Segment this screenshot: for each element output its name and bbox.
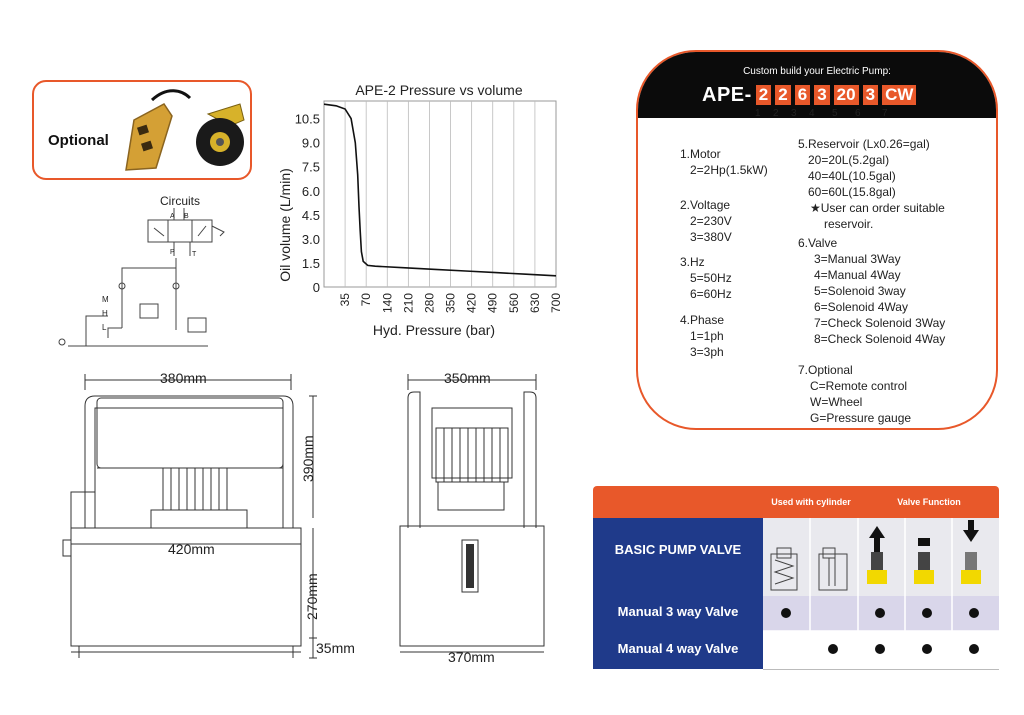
mark-row1-col5	[969, 608, 979, 618]
dim-side-width-top: 350mm	[444, 370, 491, 386]
phase-section	[680, 312, 724, 360]
circuit-label-m: M	[102, 295, 109, 304]
model-prefix: APE-	[702, 83, 752, 106]
optional-accessories-box	[32, 80, 252, 180]
mark-row1-col3	[875, 608, 885, 618]
chart-x-tick-label: 630	[527, 293, 542, 314]
index-5: 5	[832, 108, 838, 119]
model-code-5: 20	[834, 85, 859, 105]
optional-option: G=Pressure gauge	[810, 411, 912, 425]
panel-header	[638, 52, 998, 118]
pressure-volume-chart	[270, 75, 570, 345]
model-code-4: 3	[814, 85, 829, 105]
chart-ylabel: Oil volume (L/min)	[277, 168, 293, 282]
chart-x-tick-label: 35	[338, 293, 353, 307]
chart-title: APE-2 Pressure vs volume	[355, 82, 523, 98]
phase-title: 4.Phase	[680, 313, 725, 327]
chart-y-tick-label: 1.5	[301, 255, 320, 271]
chart-y-tick-label: 10.5	[294, 111, 320, 127]
row-label-manual-3way: Manual 3 way Valve	[617, 604, 739, 619]
row-label-manual-4way: Manual 4 way Valve	[617, 641, 739, 656]
phase-option: 1=1ph	[690, 329, 724, 343]
hz-title: 3.Hz	[680, 255, 705, 269]
table-title: BASIC PUMP VALVE	[614, 542, 742, 557]
motor-option: 2=2Hp(1.5kW)	[690, 163, 768, 177]
circuit-label-a: A	[170, 213, 175, 220]
chart-x-tick-label: 280	[422, 293, 437, 314]
model-code-6: 3	[863, 85, 878, 105]
chart-x-tick-label: 350	[443, 293, 458, 314]
reservoir-option: 40=40L(10.5gal)	[808, 169, 896, 183]
custom-build-panel	[636, 50, 998, 430]
hz-option: 6=60Hz	[690, 287, 732, 301]
chart-x-tick-label: 70	[359, 293, 374, 307]
hydraulic-circuit-diagram	[48, 208, 238, 358]
dim-front-feet: 35mm	[316, 640, 355, 656]
index-3: 3	[791, 108, 797, 119]
dim-front-height-base: 270mm	[304, 573, 320, 620]
valve-option: 7=Check Solenoid 3Way	[814, 316, 946, 330]
dim-front-width: 380mm	[160, 370, 207, 386]
voltage-section	[680, 197, 732, 245]
circuit-label-l: L	[102, 323, 107, 332]
dim-front-height-top: 390mm	[300, 435, 316, 482]
model-code-1: 2	[756, 85, 771, 105]
voltage-title: 2.Voltage	[680, 198, 731, 212]
reservoir-title: 5.Reservoir (Lx0.26=gal)	[798, 137, 930, 151]
side-view-drawing	[392, 368, 552, 663]
accessories-image	[112, 86, 248, 176]
chart-y-tick-label: 7.5	[301, 159, 320, 175]
chart-xlabel: Hyd. Pressure (bar)	[372, 322, 496, 338]
optional-title: 7.Optional	[798, 363, 853, 377]
valve-option: 8=Check Solenoid 4Way	[814, 332, 946, 346]
index-7: 7	[882, 108, 888, 119]
chart-x-tick-label: 700	[549, 293, 563, 314]
reservoir-section	[798, 136, 945, 232]
valve-option: 3=Manual 3Way	[814, 252, 901, 266]
chart-y-tick-label: 0	[312, 280, 320, 295]
model-code-3: 6	[795, 85, 810, 105]
hz-option: 5=50Hz	[690, 271, 732, 285]
reservoir-note: reservoir.	[824, 217, 874, 231]
mark-row2-col2	[828, 644, 838, 654]
valve-option: 6=Solenoid 4Way	[814, 300, 908, 314]
index-6: 6	[855, 108, 861, 119]
model-code-2: 2	[775, 85, 790, 105]
header-valve-function: Valve Function	[897, 497, 961, 507]
circuit-label-b: B	[184, 213, 189, 220]
motor-section	[680, 146, 768, 178]
reservoir-note: ★User can order suitable	[810, 201, 945, 215]
front-view-drawing	[55, 368, 345, 663]
reservoir-option: 60=60L(15.8gal)	[808, 185, 896, 199]
chart-y-tick-label: 3.0	[301, 231, 320, 247]
motor-title: 1.Motor	[680, 147, 721, 161]
reservoir-option: 20=20L(5.2gal)	[808, 153, 890, 167]
chart-series-line	[324, 104, 556, 276]
chart-y-tick-label: 4.5	[301, 207, 320, 223]
mark-row1-col1	[781, 608, 791, 618]
voltage-option: 2=230V	[690, 214, 732, 228]
chart-x-tick-label: 420	[464, 293, 479, 314]
chart-x-tick-label: 490	[485, 293, 500, 314]
header-used-with-cylinder: Used with cylinder	[771, 497, 851, 507]
voltage-option: 3=380V	[690, 230, 732, 244]
valve-option: 5=Solenoid 3way	[814, 284, 906, 298]
phase-option: 3=3ph	[690, 345, 724, 359]
chart-x-tick-label: 210	[401, 293, 416, 314]
index-4: 4	[809, 108, 815, 119]
index-1: 1	[755, 108, 761, 119]
chart-x-tick-label: 560	[506, 293, 521, 314]
circuit-label-t: T	[192, 251, 197, 258]
chart-y-tick-label: 6.0	[301, 183, 320, 199]
optional-option: C=Remote control	[810, 379, 908, 393]
dim-side-width-base: 370mm	[448, 649, 495, 665]
mark-row1-col4	[922, 608, 932, 618]
optional-section	[798, 362, 911, 426]
mark-row2-col5	[969, 644, 979, 654]
valve-title: 6.Valve	[798, 236, 838, 250]
circuits-title: Circuits	[160, 194, 201, 208]
model-code	[702, 84, 916, 106]
mark-row2-col3	[875, 644, 885, 654]
chart-y-tick-label: 9.0	[301, 135, 320, 151]
valve-option: 4=Manual 4Way	[814, 268, 901, 282]
optional-option: W=Wheel	[810, 395, 863, 409]
hz-section	[680, 254, 732, 302]
dim-front-base-width: 420mm	[168, 541, 215, 557]
valve-section	[798, 235, 945, 347]
mark-row2-col4	[922, 644, 932, 654]
circuit-label-h: H	[102, 309, 108, 318]
optional-label: Optional	[48, 132, 109, 149]
chart-x-tick-label: 140	[380, 293, 395, 314]
index-2: 2	[773, 108, 779, 119]
circuit-label-p: P	[170, 249, 175, 256]
model-code-7: CW	[882, 85, 916, 105]
basic-pump-valve-table	[593, 486, 999, 669]
panel-header-text: Custom build your Electric Pump:	[743, 66, 891, 77]
